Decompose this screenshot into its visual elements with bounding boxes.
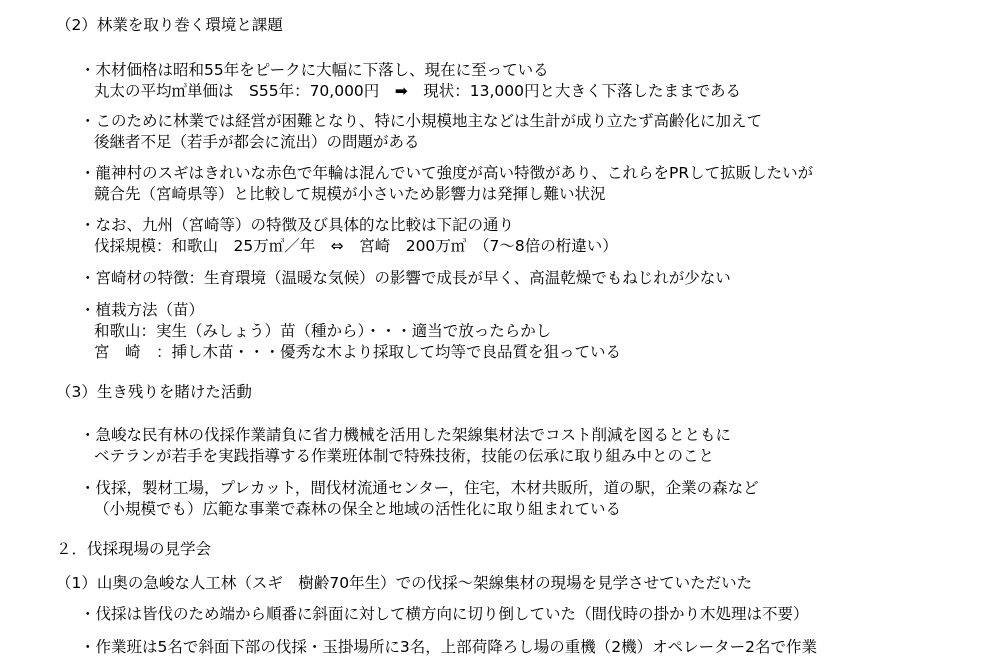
subsection-heading-site-visit: （1）山奥の急峻な人工林（スギ 樹齢70年生）での伐採～架線集材の現場を見学させていただいた: [56, 574, 753, 592]
bullet-kyushu-comparison: ・なお、九州（宮崎等）の特徴及び具体的な比較は下記の通り: [80, 216, 515, 234]
bullet-management-difficulty: ・このために林業では経営が困難となり、特に小規模地主などは生計が成り立たず高齢化に加えて: [80, 112, 763, 130]
bullet-planting-miyazaki: 宮 崎 ：挿し木苗・・・優秀な木より採取して均等で良品質を狙っている: [94, 343, 622, 361]
bullet-kyushu-comparison-detail: 伐採規模：和歌山 25万㎥／年 ⇔ 宮崎 200万㎥ （7～8倍の桁違い）: [94, 237, 618, 255]
part-heading-site-tour: ２．伐採現場の見学会: [56, 540, 212, 558]
bullet-timber-price-detail: 丸太の平均㎥単価は S55年：70,000円 ➡ 現状：13,000円と大きく下落したままである: [94, 82, 742, 100]
bullet-ryujin-cedar: ・龍神村のスギはきれいな赤色で年輪は混んでいて強度が高い特徴があり、これらをPRして拡販したいが: [80, 164, 814, 182]
bullet-cable-logging-cont: ベテランが若手を実践指導する作業班体制で特殊技術，技能の伝承に取り組み中とのこと: [94, 447, 715, 465]
bullet-business-range-cont: （小規模でも）広範な事業で森林の保全と地域の活性化に取り組まれている: [94, 500, 622, 518]
bullet-management-difficulty-cont: 後継者不足（若手が都会に流出）の問題がある: [94, 133, 420, 151]
bullet-miyazaki-features: ・宮崎材の特徴：生育環境（温暖な気候）の影響で成長が早く、高温乾燥でもねじれが少ない: [80, 269, 731, 287]
bullet-timber-price: ・木材価格は昭和55年をピークに大幅に下落し、現在に至っている: [80, 61, 549, 79]
bullet-cable-logging: ・急峻な民有林の伐採作業請負に省力機械を活用した架線集材法でコスト削減を図るとともに: [80, 426, 732, 444]
section-heading-survival: （3）生き残りを賭けた活動: [56, 383, 252, 401]
bullet-business-range: ・伐採，製材工場，プレカット，間伐材流通センター，住宅，木材共販所，道の駅，企業の森など: [80, 479, 759, 497]
bullet-clearcut-felling: ・伐採は皆伐のため端から順番に斜面に対して横方向に切り倒していた（間伐時の掛かり木処理は不要）: [80, 605, 809, 623]
bullet-work-crew: ・作業班は5名で斜面下部の伐採・玉掛場所に3名，上部荷降ろし場の重機（2機）オペレーター2名で作業: [80, 638, 817, 656]
section-heading-environment: （2）林業を取り巻く環境と課題: [56, 16, 283, 34]
bullet-planting-wakayama: 和歌山：実生（みしょう）苗（種から）・・・適当で放ったらかし: [94, 322, 552, 340]
bullet-ryujin-cedar-cont: 競合先（宮崎県等）と比較して規模が小さいため影響力は発揮し難い状況: [94, 185, 606, 203]
bullet-planting-method: ・植栽方法（苗）: [80, 301, 205, 319]
